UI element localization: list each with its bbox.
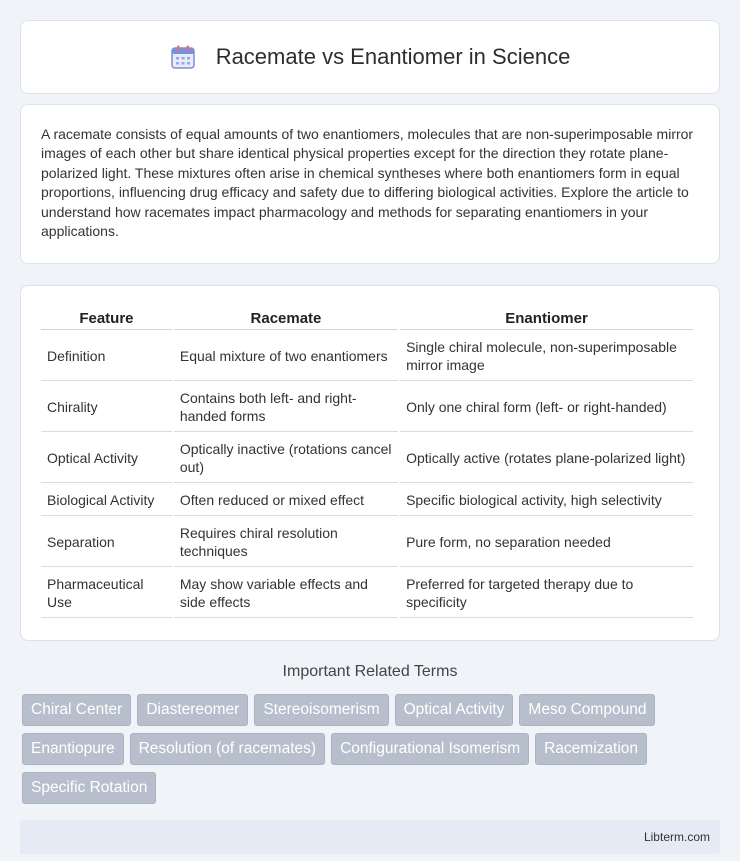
- table-row: [41, 383, 693, 432]
- cell-enantiomer: Single chiral molecule, non-superimposable mirror image: [400, 332, 693, 381]
- intro-section: [20, 104, 720, 264]
- related-term-tag[interactable]: Meso Compound: [519, 694, 655, 726]
- header-racemate: Racemate: [174, 306, 398, 330]
- related-term-tag[interactable]: Specific Rotation: [22, 772, 156, 804]
- cell-racemate: Often reduced or mixed effect: [174, 485, 398, 516]
- cell-feature: Pharmaceutical Use: [41, 569, 172, 618]
- table-row: [41, 485, 693, 516]
- calendar-icon: [170, 44, 196, 70]
- table-header-row: [41, 306, 693, 330]
- comparison-table-card: [20, 285, 720, 641]
- page-footer: [20, 820, 720, 854]
- cell-feature: Definition: [41, 332, 172, 381]
- cell-feature: Separation: [41, 518, 172, 567]
- table-row: [41, 569, 693, 618]
- related-term-tag[interactable]: Enantiopure: [22, 733, 124, 765]
- cell-enantiomer: Specific biological activity, high selectivity: [400, 485, 693, 516]
- footer-brand-link[interactable]: Libterm.com: [643, 830, 710, 845]
- table-row: [41, 434, 693, 483]
- cell-feature: Biological Activity: [41, 485, 172, 516]
- cell-racemate: Equal mixture of two enantiomers: [174, 332, 398, 381]
- related-term-tag[interactable]: Stereoisomerism: [254, 694, 388, 726]
- cell-racemate: Optically inactive (rotations cancel out): [174, 434, 398, 483]
- related-term-tag[interactable]: Diastereomer: [137, 694, 248, 726]
- table-row: [41, 518, 693, 567]
- related-terms-list: [22, 694, 720, 804]
- cell-enantiomer: Pure form, no separation needed: [400, 518, 693, 567]
- related-terms-title: Important Related Terms: [282, 663, 458, 681]
- cell-racemate: Contains both left- and right-handed forms: [174, 383, 398, 432]
- related-term-tag[interactable]: Configurational Isomerism: [331, 733, 529, 765]
- header-feature: Feature: [41, 306, 172, 330]
- cell-racemate: Requires chiral resolution techniques: [174, 518, 398, 567]
- related-term-tag[interactable]: Racemization: [535, 733, 647, 765]
- comparison-table: [39, 304, 695, 620]
- related-term-tag[interactable]: Chiral Center: [22, 694, 131, 726]
- related-term-tag[interactable]: Optical Activity: [395, 694, 514, 726]
- cell-feature: Optical Activity: [41, 434, 172, 483]
- cell-feature: Chirality: [41, 383, 172, 432]
- header-enantiomer: Enantiomer: [400, 306, 693, 330]
- cell-enantiomer: Preferred for targeted therapy due to specificity: [400, 569, 693, 618]
- cell-enantiomer: Only one chiral form (left- or right-handed): [400, 383, 693, 432]
- page-title: Racemate vs Enantiomer in Science: [215, 44, 571, 69]
- table-row: [41, 332, 693, 381]
- cell-enantiomer: Optically active (rotates plane-polarized light): [400, 434, 693, 483]
- page-header: [20, 20, 720, 94]
- cell-racemate: May show variable effects and side effects: [174, 569, 398, 618]
- intro-text: A racemate consists of equal amounts of two enantiomers, molecules that are non-superimposable mirror images of each other but share identical physical properties except for the direction they rotate plane-polarized light. These mixtures often arise in chemical syntheses where both enantiomers form in equal proportions, influencing drug efficacy and safety due to differing biological activities. Explore the article to understand how racemates impact pharmacology and methods for separating enantiomers in your applications.: [41, 126, 694, 240]
- related-term-tag[interactable]: Resolution (of racemates): [130, 733, 325, 765]
